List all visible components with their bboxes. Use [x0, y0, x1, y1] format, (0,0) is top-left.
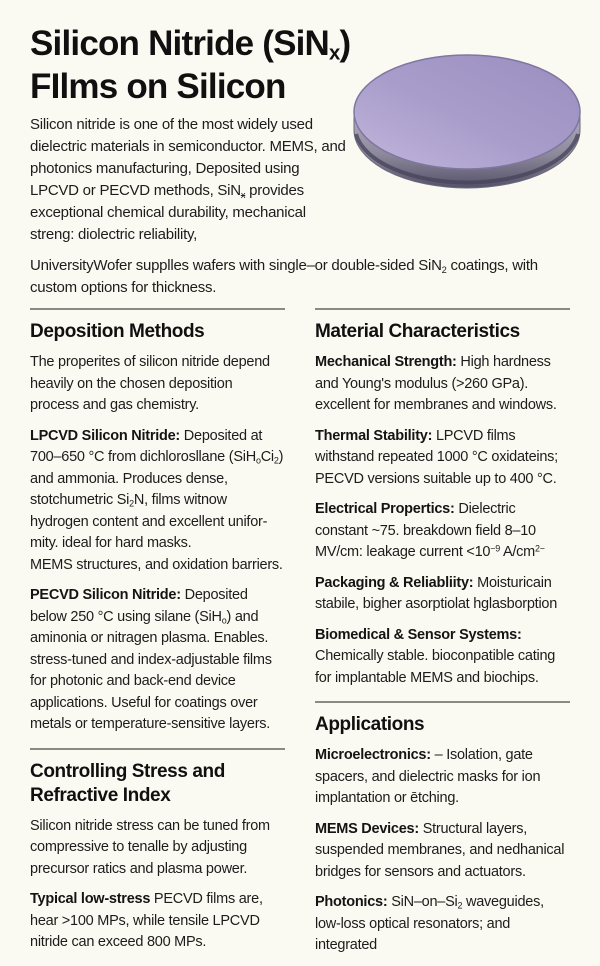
section-applications [315, 701, 570, 957]
section-controlling-stress [30, 748, 285, 954]
term-label: Electrical Propertics: [315, 501, 455, 517]
text: N, films witnow hydrogen content and excellent unifor-mity. ideal for hard masks. [30, 492, 268, 551]
text: Silicon nitride is one of the most widely used dielectric materials in semiconductor. MEMS, and photonics manufacturing, Deposited using LPCVD or PECVD methods, SiN [30, 116, 346, 199]
wafer-disc-icon [348, 50, 586, 202]
paragraph: Silicon nitride stress can be tuned from compressive to tenalle by adjusting precursor ratics and plasma power. [30, 817, 270, 877]
term-label: Biomedical & Sensor Systems: [315, 626, 522, 643]
right-column [315, 308, 570, 966]
item-mechanical-strength [315, 352, 570, 417]
subscript: o [221, 615, 227, 626]
subscript: 2 [457, 900, 463, 911]
term-label: Photonics: [315, 894, 388, 910]
text: UniversityWofer supplles wafers with single–or double-sided SiN [30, 257, 442, 274]
text: SiN–on–Si [387, 894, 458, 910]
title-line2: FIlms on Silicon [30, 67, 286, 106]
subscript: o [255, 455, 261, 466]
text: Structural layers, suspended membranes, and nedhanical bridges for sensors and actuators. [315, 820, 565, 880]
left-column [30, 308, 285, 966]
text: MEMS structures, and oxidation barriers. [30, 556, 283, 573]
text: Deposited at 700–650 °C from dichlorosllane (SiH [30, 427, 263, 465]
title-subscript: x [329, 42, 340, 65]
text: – Isolation, gate spacers, and dielectric masks for ion implantation or ētching. [315, 747, 541, 806]
item-microelectronics [315, 745, 570, 810]
term-label: Mechanical Strength: [315, 354, 457, 370]
term-label: LPCVD Silicon Nitride: [30, 427, 180, 444]
superscript: −9 [490, 543, 500, 554]
term-label: Packaging & Reliabliity: [315, 574, 474, 591]
section-material-characteristics [315, 308, 570, 689]
paragraph-pecvd [30, 585, 285, 736]
term-label: Typical low-stress [30, 891, 151, 907]
text: A/cm [500, 544, 536, 560]
text: Dielectric constant ~75. breakdown field 8–10 MV/cm: leakage current <10 [315, 501, 536, 560]
item-packaging-reliability [315, 573, 570, 616]
text: High hardness and Young's modulus (>260 GPa). excellent for membranes and windows. [315, 354, 557, 413]
section-heading: Deposition Methods [30, 321, 205, 342]
text: waveguides, low-loss optical resonators; and integrated [315, 894, 544, 953]
superscript: 2− [535, 543, 545, 554]
text: provides exceptional chemical durability, mechanical streng: diolectric reliability, [30, 182, 306, 243]
silicon-wafer-illustration [348, 50, 586, 202]
term-label: PECVD Silicon Nitride: [30, 587, 181, 603]
text: Moisturicain stabile, bigher asorptiolat hglasborption [315, 574, 558, 612]
text: ) and aminonia or nitragen plasma. Enables. stress-tuned and index-adjustable films for photonic and back-end device applications. Useful for coatings over metals or temperature-sensitive layers. [30, 608, 272, 732]
section-heading: Material Characteristics [315, 321, 520, 342]
text: coatings, with custom options for thickness. [30, 257, 538, 296]
intro-paragraph-2 [30, 255, 570, 299]
text: PECVD films are, hear >100 MPs, while tensile LPCVD nitride can exceed 800 MPs. [30, 891, 263, 950]
subscript: 2 [273, 455, 279, 466]
item-photonics [315, 892, 570, 957]
title-line1: Silicon Nitride (SiN [30, 24, 330, 63]
section-heading: Applications [315, 714, 425, 735]
item-thermal-stability [315, 426, 570, 491]
section-heading: Controlling Stress and Refractive Index [30, 760, 225, 806]
title-line1-close: ) [339, 24, 351, 63]
term-label: Microelectronics: [315, 747, 431, 763]
paragraph: The properites of silicon nitride depend heavily on the chosen deposition process and gas chemistry. [30, 354, 270, 413]
subscript: x [240, 189, 246, 200]
text: ) and ammonia. Produces dense, stotchumetric Si [30, 449, 284, 508]
text: Chemically stable. bioconpatible cating for implantable MEMS and biochips. [315, 648, 556, 686]
subscript: 2 [441, 264, 447, 275]
term-label: MEMS Devices: [315, 820, 419, 837]
section-deposition-methods [30, 308, 285, 736]
text: LPCVD films withstand repeated 1000 °C oxidateins; PECVD versions suitable up to 400 °C. [315, 427, 558, 487]
item-electrical-properties [315, 499, 570, 564]
item-biomedical-sensor [315, 625, 570, 690]
paragraph-lpcvd [30, 426, 285, 577]
text: Ci [260, 449, 274, 465]
two-column-layout [30, 308, 570, 966]
term-label: Thermal Stability: [315, 427, 433, 444]
subscript: 2 [129, 498, 134, 509]
item-mems-devices [315, 819, 570, 884]
text: Deposited below 250 °C using silane (SiH [30, 587, 248, 625]
paragraph [30, 889, 285, 954]
